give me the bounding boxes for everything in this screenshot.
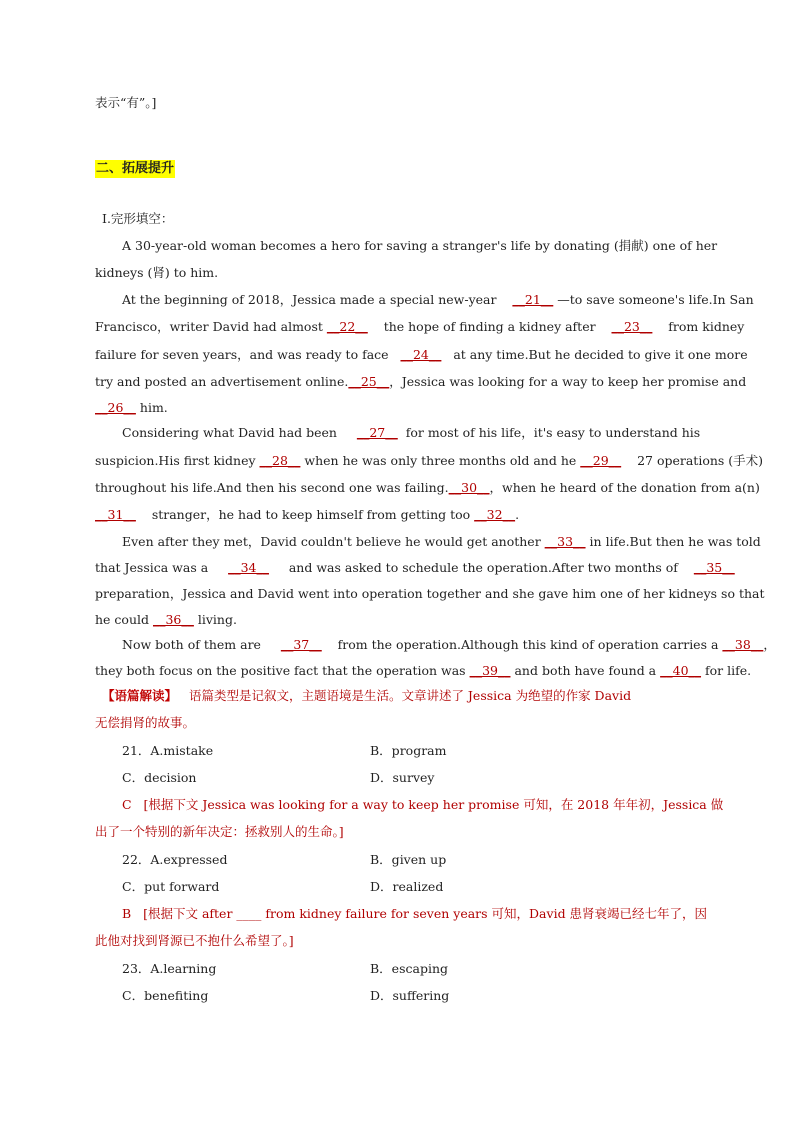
section-title: 二、拓展提升: [96, 161, 175, 176]
option-a[interactable]: 22．A.expressed: [122, 852, 228, 867]
blank-31[interactable]: __31__: [95, 507, 136, 522]
passage-line: kidneys (肾) to him.: [95, 265, 219, 280]
option-row: [122, 987, 622, 1005]
option-row: [122, 742, 622, 760]
blank-39[interactable]: __39__: [469, 663, 511, 678]
blank-24[interactable]: __24__: [400, 347, 442, 362]
answer-letter: B: [122, 906, 132, 921]
analysis-tag: 【语篇解读】: [102, 688, 178, 703]
blank-33[interactable]: __33__: [544, 534, 586, 549]
option-row: [122, 960, 622, 978]
blank-40[interactable]: __40__: [660, 663, 702, 678]
blank-38[interactable]: __38__: [722, 637, 764, 652]
option-b[interactable]: B．given up: [370, 852, 447, 867]
answer-line: C [根据下文 Jessica was looking for a way to keep her promise 可知，在 2018 年年初，Jessica 做: [122, 797, 724, 812]
passage-line: suspicion.His first kidney __28__ when he was only three months old and he __29__ 27 operations (手术): [95, 453, 764, 468]
option-row: [122, 878, 622, 896]
blank-28[interactable]: __28__: [259, 453, 301, 468]
option-c[interactable]: C．benefiting: [122, 988, 209, 1003]
option-row: [122, 851, 622, 869]
passage-line: Even after they met，David couldn't believe he would get another __33__ in life.But then he was told: [122, 534, 761, 549]
option-d[interactable]: D．survey: [370, 770, 435, 785]
answer-line: B [根据下文 after ____ from kidney failure for seven years 可知，David 患肾衰竭已经七年了，因: [122, 906, 708, 921]
blank-26[interactable]: __26__: [95, 400, 136, 415]
blank-37[interactable]: __37__: [280, 637, 322, 652]
passage-line: failure for seven years，and was ready to face __24__ at any time.But he decided to give it one more: [95, 347, 748, 362]
blank-25[interactable]: __25__: [348, 374, 390, 389]
blank-27[interactable]: __27__: [356, 425, 398, 440]
option-b[interactable]: B．program: [370, 743, 447, 758]
answer-line: 此他对找到肾源已不抱什么希望了。]: [95, 933, 294, 948]
option-d[interactable]: D．realized: [370, 879, 444, 894]
passage-line: preparation，Jessica and David went into operation together and she gave him one of her kidneys so that: [95, 586, 765, 601]
passage-line: Francisco，writer David had almost __22__ the hope of finding a kidney after __23__ from kidney: [95, 319, 745, 334]
analysis-line: 【语篇解读】 语篇类型是记叙文，主题语境是生活。文章讲述了 Jessica 为绝望的作家 David: [102, 688, 632, 703]
passage-line: Now both of them are __37__ from the operation.Although this kind of operation carries a __38__，: [122, 637, 776, 652]
passage-line: At the beginning of 2018，Jessica made a special new-year __21__ —to save someone's life.In San: [122, 292, 754, 307]
option-a[interactable]: 23．A.learning: [122, 961, 217, 976]
option-b[interactable]: B．escaping: [370, 961, 449, 976]
passage-line: try and posted an advertisement online.__25__，Jessica was looking for a way to keep her promise and: [95, 374, 747, 389]
blank-34[interactable]: __34__: [228, 560, 269, 575]
analysis-line: 无偿捐肾的故事。: [95, 715, 196, 730]
passage-line: that Jessica was a __34__ and was asked to schedule the operation.After two months of __35__: [95, 560, 735, 575]
blank-29[interactable]: __29__: [580, 453, 622, 468]
option-d[interactable]: D．suffering: [370, 988, 450, 1003]
blank-32[interactable]: __32__: [474, 507, 516, 522]
blank-30[interactable]: __30__: [448, 480, 490, 495]
passage-line: __31__ stranger，he had to keep himself from getting too __32__.: [95, 507, 520, 522]
passage-line: A 30-year-old woman becomes a hero for saving a stranger's life by donating (捐献) one of her: [122, 238, 718, 253]
answer-letter: C: [122, 797, 132, 812]
passage-line: they both focus on the positive fact that the operation was __39__ and both have found a __40__ for life.: [95, 663, 752, 678]
option-c[interactable]: C．put forward: [122, 879, 220, 894]
option-c[interactable]: C．decision: [122, 770, 197, 785]
blank-35[interactable]: __35__: [693, 560, 735, 575]
cloze-heading: Ⅰ.完形填空：: [102, 211, 174, 226]
passage-line: __26__ him.: [95, 400, 168, 415]
answer-line: 出了一个特别的新年决定：拯救别人的生命。]: [95, 824, 344, 839]
blank-22[interactable]: __22__: [326, 319, 368, 334]
top-remark: 表示“有”。]: [95, 95, 157, 110]
blank-21[interactable]: __21__: [512, 292, 554, 307]
passage-line: throughout his life.And then his second one was failing.__30__，when he heard of the donation from a(n): [95, 480, 760, 495]
blank-36[interactable]: __36__: [152, 612, 194, 627]
passage-line: Considering what David had been __27__ for most of his life，it's easy to understand his: [122, 425, 701, 440]
option-a[interactable]: 21．A.mistake: [122, 743, 214, 758]
blank-23[interactable]: __23__: [611, 319, 653, 334]
passage-line: he could __36__ living.: [95, 612, 237, 627]
option-row: [122, 769, 622, 787]
